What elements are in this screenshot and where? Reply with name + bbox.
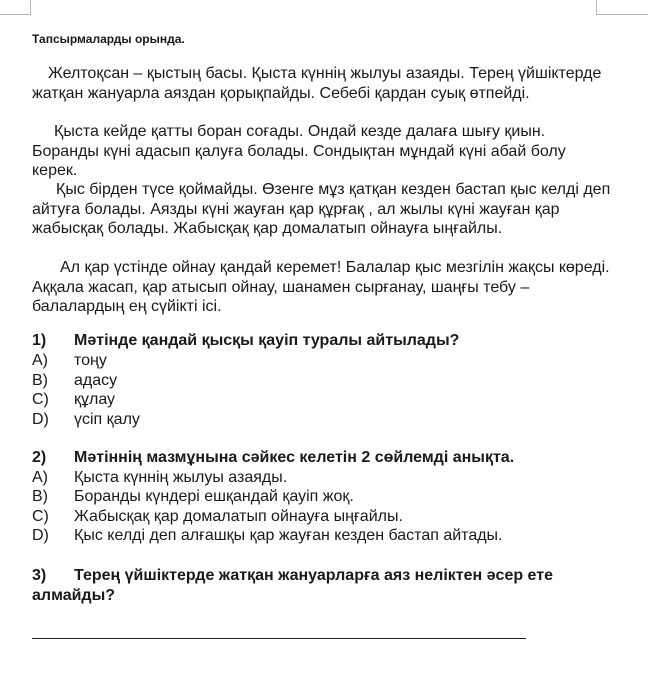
question-1-option-b: B) адасу [32,372,118,389]
question-1-option-a: A) тоңу [32,352,107,369]
text-paragraph: Желтоқсан – қыстың басы. Қыста күннің жылуы азаяды. Терең үйшіктерде жатқан жануарла аяздан қорықпайды. Себебі қардан суық өтпейді. [32,65,602,102]
page-corner-mark-left [0,0,31,15]
question-1-option-c: C) құлау [32,391,116,408]
text-paragraph: Қыста кейде қатты боран соғады. Ондай кезде далаға шығу қиын. Боранды күні адасып қалуға болады. Сондықтан мұндай күні абай болу керек. [32,123,566,179]
question-2-option-b: B) Боранды күндері ешқандай қауіп жоқ. [32,488,354,505]
text-paragraph: Ал қар үстінде ойнау қандай керемет! Балалар қыс мезгілін жақсы көреді. Аққала жасап, қар атысып ойнау, шанамен сырғанау, шаңғы тебу – балалардың ең сүйікті ісі. [32,259,610,315]
question-1-option-d: D) үсіп қалу [32,411,140,428]
answer-line[interactable] [32,638,526,639]
question-2-option-c: C) Жабысқақ қар домалатып ойнауға ыңғайлы. [32,508,403,525]
question-1-title: 1) Мәтінде қандай қысқы қауіп туралы айтылады? [32,332,460,349]
question-2-option-d: D) Қыс келді деп алғашқы қар жауған кезден бастап айтады. [32,527,503,544]
question-2-title: 2) Мәтіннің мазмұнына сәйкес келетін 2 сөйлемді анықта. [32,449,515,466]
question-3-title: 3) Терең үйшіктерде жатқан жануарларға аяз неліктен әсер ете алмайды? [32,567,553,604]
text-paragraph: Қыс бірден түсе қоймайды. Өзенге мұз қатқан кезден бастап қыс келді деп айтуға болады. Аязды күні жауған қар құрғақ , ал жылы күні жауған қар жабысқақ болады. Жабысқақ қар домалатып ойнауға ыңғайлы. [32,181,611,237]
page-corner-mark-right [596,0,648,15]
instruction-heading: Тапсырмаларды орында. [32,32,185,46]
question-2-option-a: A) Қыста күннің жылуы азаяды. [32,469,288,486]
